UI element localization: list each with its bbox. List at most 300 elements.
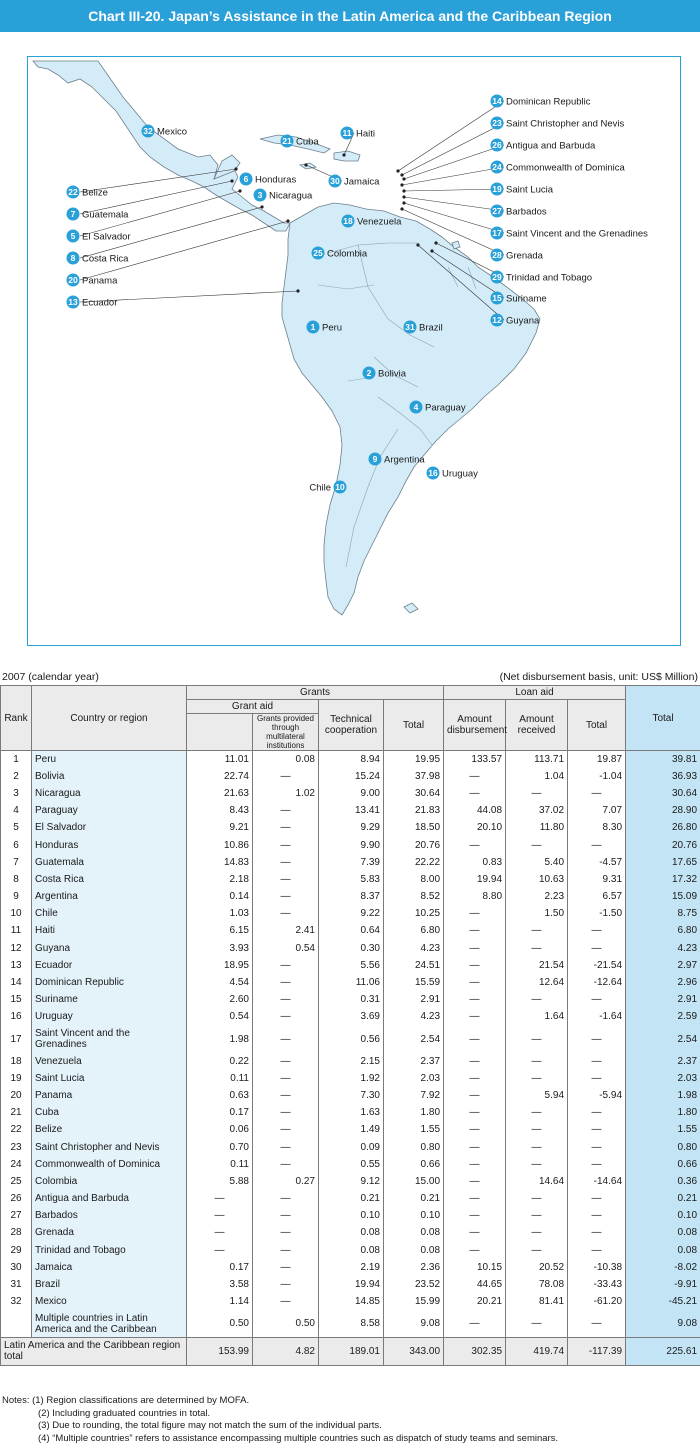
loan-total-cell: — <box>568 1190 626 1207</box>
table-row <box>1 1008 700 1025</box>
country-name: Suriname <box>506 293 547 305</box>
technical-cell: 9.00 <box>319 785 384 802</box>
total-cell: 20.76 <box>626 836 700 853</box>
total-cell: 4.23 <box>626 940 700 957</box>
country-cell: Bolivia <box>32 768 187 785</box>
total-cell: 0.36 <box>626 1173 700 1190</box>
country-name: Commonwealth of Dominica <box>506 162 625 174</box>
multilateral-cell: — <box>253 1242 319 1259</box>
country-cell: Paraguay <box>32 802 187 819</box>
received-cell: — <box>506 1070 568 1087</box>
total-cell: 0.10 <box>626 1207 700 1224</box>
table-row <box>1 1259 700 1276</box>
table-row <box>1 940 700 957</box>
header-amount-received: Amount received <box>506 700 568 751</box>
technical-cell: 0.30 <box>319 940 384 957</box>
table-row <box>1 1310 700 1337</box>
map-label-colombia <box>312 247 368 260</box>
country-name: Trinidad and Tobago <box>506 272 593 284</box>
grants-total-cell: 22.22 <box>384 854 444 871</box>
loan-total-cell: — <box>568 1310 626 1337</box>
disbursement-cell: 10.15 <box>444 1259 506 1276</box>
technical-cell: 0.31 <box>319 991 384 1008</box>
country-name: Haiti <box>356 128 376 140</box>
grant-aid-cell: 0.06 <box>187 1121 253 1138</box>
country-name: Nicaragua <box>269 190 313 202</box>
technical-cell: 8.58 <box>319 1310 384 1337</box>
leader-line <box>404 145 504 179</box>
grant-aid-cell: 0.17 <box>187 1104 253 1121</box>
table-row <box>1 854 700 871</box>
badge-number: 20 <box>68 275 78 285</box>
grant-aid-cell: 1.98 <box>187 1026 253 1053</box>
country-name: Saint Vincent and the Grenadines <box>506 228 648 240</box>
total-cell: 0.08 <box>626 1242 700 1259</box>
multilateral-cell: — <box>253 819 319 836</box>
map-label-chile <box>309 481 346 494</box>
disbursement-cell: — <box>444 1087 506 1104</box>
technical-cell: 0.10 <box>319 1207 384 1224</box>
multilateral-cell: — <box>253 1070 319 1087</box>
grants-total-cell: 0.66 <box>384 1156 444 1173</box>
year-label: 2007 (calendar year) <box>2 671 99 683</box>
total-cell: 0.08 <box>626 1224 700 1241</box>
grants-total-cell: 37.98 <box>384 768 444 785</box>
received-cell: — <box>506 991 568 1008</box>
badge-number: 28 <box>492 250 502 260</box>
map-label-peru <box>307 321 343 334</box>
rank-cell: 17 <box>1 1026 32 1053</box>
grants-total-cell: 10.25 <box>384 905 444 922</box>
grants-total-cell: 21.83 <box>384 802 444 819</box>
multilateral-cell: 0.54 <box>253 940 319 957</box>
grant-aid-cell: 4.54 <box>187 974 253 991</box>
multilateral-cell: — <box>253 1224 319 1241</box>
multilateral-cell: — <box>253 1053 319 1070</box>
total-cell: 2.03 <box>626 1070 700 1087</box>
country-cell: Panama <box>32 1087 187 1104</box>
received-cell: — <box>506 940 568 957</box>
grant-aid-cell: 3.58 <box>187 1276 253 1293</box>
technical-cell: 9.90 <box>319 836 384 853</box>
technical-cell: 1.49 <box>319 1121 384 1138</box>
badge-number: 16 <box>428 468 438 478</box>
grants-total-cell: 19.95 <box>384 751 444 768</box>
location-dot <box>260 205 263 208</box>
rank-cell: 25 <box>1 1173 32 1190</box>
land-falklands <box>404 603 418 613</box>
country-name: Guatemala <box>82 209 129 221</box>
rank-cell: 21 <box>1 1104 32 1121</box>
total-cell: 2.59 <box>626 1008 700 1025</box>
location-dot <box>430 249 433 252</box>
loan-total-cell: — <box>568 1224 626 1241</box>
grant-aid-cell: 22.74 <box>187 768 253 785</box>
rank-cell: 15 <box>1 991 32 1008</box>
country-cell: El Salvador <box>32 819 187 836</box>
loan-total-cell: -4.57 <box>568 854 626 871</box>
country-name: Antigua and Barbuda <box>506 140 596 152</box>
received-cell: 11.80 <box>506 819 568 836</box>
received-cell: — <box>506 1026 568 1053</box>
grants-total-cell: 0.08 <box>384 1224 444 1241</box>
badge-number: 3 <box>257 190 263 200</box>
badge-number: 9 <box>372 454 378 464</box>
loan-total-cell: — <box>568 785 626 802</box>
map-label-commonwealth-of-dominica <box>400 161 625 187</box>
badge-number: 29 <box>492 272 502 282</box>
map-label-argentina <box>369 453 426 466</box>
country-name: Dominican Republic <box>506 96 591 108</box>
table-row <box>1 1070 700 1087</box>
grants-total-cell: 2.91 <box>384 991 444 1008</box>
latin-america-map <box>28 57 682 647</box>
disbursement-cell: — <box>444 1173 506 1190</box>
leader-line <box>402 123 504 175</box>
technical-cell: 5.56 <box>319 957 384 974</box>
total-cell: 26.80 <box>626 819 700 836</box>
leader-line <box>398 101 504 171</box>
grant-aid-cell: 1.03 <box>187 905 253 922</box>
country-name: Cuba <box>296 136 319 148</box>
grants-total-cell: 4.23 <box>384 1008 444 1025</box>
received-cell: — <box>506 1138 568 1155</box>
country-name: Venezuela <box>357 216 402 228</box>
country-cell: Mexico <box>32 1293 187 1310</box>
table-row <box>1 974 700 991</box>
location-dot <box>400 183 403 186</box>
chart-title: Chart III-20. Japan’s Assistance in the Latin America and the Caribbean Region <box>0 0 700 32</box>
table-row <box>1 1242 700 1259</box>
grant-aid-cell: 3.93 <box>187 940 253 957</box>
multilateral-cell: — <box>253 991 319 1008</box>
disbursement-cell: — <box>444 1224 506 1241</box>
loan-total-cell: — <box>568 991 626 1008</box>
grant-aid-cell: 0.22 <box>187 1053 253 1070</box>
location-dot <box>230 179 233 182</box>
map-label-bolivia <box>363 367 407 380</box>
technical-cell: 0.08 <box>319 1224 384 1241</box>
badge-number: 27 <box>492 206 502 216</box>
technical-cell: 2.15 <box>319 1053 384 1070</box>
header-grant-aid-blank <box>187 714 253 751</box>
loan-total-cell: -10.38 <box>568 1259 626 1276</box>
country-name: Jamaica <box>344 176 380 188</box>
technical-cell: 2.19 <box>319 1259 384 1276</box>
grant-aid-cell: 11.01 <box>187 751 253 768</box>
technical-cell: 19.94 <box>319 1276 384 1293</box>
land-trinidad <box>452 241 460 249</box>
received-cell: 78.08 <box>506 1276 568 1293</box>
disbursement-cell: 20.21 <box>444 1293 506 1310</box>
loan-total-cell: — <box>568 1053 626 1070</box>
grants-total-cell: 2.37 <box>384 1053 444 1070</box>
multilateral-cell: — <box>253 1026 319 1053</box>
grant-aid-cell: 9.21 <box>187 819 253 836</box>
badge-number: 6 <box>243 174 249 184</box>
country-cell: Trinidad and Tobago <box>32 1242 187 1259</box>
disbursement-cell: — <box>444 1121 506 1138</box>
badge-number: 24 <box>492 162 502 172</box>
multilateral-cell: — <box>253 1190 319 1207</box>
country-name: Saint Christopher and Nevis <box>506 118 625 130</box>
note-2: (2) Including graduated countries in total. <box>38 1407 211 1419</box>
country-cell: Uruguay <box>32 1008 187 1025</box>
land-cuba <box>260 135 330 153</box>
technical-cell: 1.63 <box>319 1104 384 1121</box>
disbursement-cell: — <box>444 836 506 853</box>
map-label-nicaragua <box>254 189 314 202</box>
loan-total-cell: -33.43 <box>568 1276 626 1293</box>
received-cell: — <box>506 1242 568 1259</box>
badge-number: 15 <box>492 293 502 303</box>
table-row <box>1 1207 700 1224</box>
rank-cell: 18 <box>1 1053 32 1070</box>
badge-number: 31 <box>405 322 415 332</box>
loan-total-cell: — <box>568 1104 626 1121</box>
grants-total-cell: 0.21 <box>384 1190 444 1207</box>
disbursement-cell: — <box>444 768 506 785</box>
loan-total-cell: — <box>568 922 626 939</box>
map-label-saint-lucia <box>402 183 553 196</box>
loan-total-cell: 9.31 <box>568 871 626 888</box>
multilateral-cell: — <box>253 1207 319 1224</box>
country-cell: Saint Christopher and Nevis <box>32 1138 187 1155</box>
loan-total-cell: — <box>568 836 626 853</box>
country-name: Uruguay <box>442 468 478 480</box>
grants-total-cell: 30.64 <box>384 785 444 802</box>
table-row <box>1 1293 700 1310</box>
footer-disbursement: 302.35 <box>444 1337 506 1365</box>
rank-cell: 24 <box>1 1156 32 1173</box>
table-row <box>1 1087 700 1104</box>
grants-total-cell: 0.10 <box>384 1207 444 1224</box>
country-name: Argentina <box>384 454 425 466</box>
table-row <box>1 888 700 905</box>
map-label-venezuela <box>342 215 403 228</box>
disbursement-cell: — <box>444 991 506 1008</box>
grant-aid-cell: — <box>187 1242 253 1259</box>
grant-aid-cell: — <box>187 1190 253 1207</box>
technical-cell: 0.08 <box>319 1242 384 1259</box>
grants-total-cell: 15.99 <box>384 1293 444 1310</box>
loan-total-cell: -1.04 <box>568 768 626 785</box>
total-cell: -9.91 <box>626 1276 700 1293</box>
multilateral-cell: — <box>253 1156 319 1173</box>
grant-aid-cell: — <box>187 1224 253 1241</box>
grant-aid-cell: 0.17 <box>187 1259 253 1276</box>
country-cell: Suriname <box>32 991 187 1008</box>
disbursement-cell: — <box>444 1008 506 1025</box>
loan-total-cell: -5.94 <box>568 1087 626 1104</box>
badge-number: 25 <box>313 248 323 258</box>
grant-aid-cell: 5.88 <box>187 1173 253 1190</box>
technical-cell: 8.37 <box>319 888 384 905</box>
loan-total-cell: — <box>568 1156 626 1173</box>
multilateral-cell: — <box>253 1259 319 1276</box>
land-hispaniola <box>334 151 360 161</box>
total-cell: 36.93 <box>626 768 700 785</box>
table-row <box>1 785 700 802</box>
disbursement-cell: — <box>444 1190 506 1207</box>
multilateral-cell: — <box>253 802 319 819</box>
country-cell: Colombia <box>32 1173 187 1190</box>
grants-total-cell: 1.80 <box>384 1104 444 1121</box>
header-loan-aid: Loan aid <box>444 686 626 700</box>
rank-cell: 27 <box>1 1207 32 1224</box>
loan-total-cell: -14.64 <box>568 1173 626 1190</box>
grant-aid-cell: 0.50 <box>187 1310 253 1337</box>
footer-grant-aid: 153.99 <box>187 1337 253 1365</box>
grant-aid-cell: 0.63 <box>187 1087 253 1104</box>
loan-total-cell: — <box>568 1121 626 1138</box>
disbursement-cell: — <box>444 1207 506 1224</box>
multilateral-cell: 1.02 <box>253 785 319 802</box>
rank-cell: 6 <box>1 836 32 853</box>
technical-cell: 9.22 <box>319 905 384 922</box>
technical-cell: 1.92 <box>319 1070 384 1087</box>
disbursement-cell: — <box>444 1242 506 1259</box>
total-cell: 9.08 <box>626 1310 700 1337</box>
map-label-ecuador <box>67 289 300 308</box>
badge-number: 17 <box>492 228 502 238</box>
footer-loan-total: -117.39 <box>568 1337 626 1365</box>
received-cell: — <box>506 1121 568 1138</box>
disbursement-cell: 19.94 <box>444 871 506 888</box>
table-row <box>1 1156 700 1173</box>
badge-number: 2 <box>366 368 372 378</box>
note-4: (4) “Multiple countries” refers to assistance encompassing multiple countries such as dispatch of study teams and seminars. <box>38 1432 559 1444</box>
country-cell: Barbados <box>32 1207 187 1224</box>
loan-total-cell: -61.20 <box>568 1293 626 1310</box>
total-cell: 8.75 <box>626 905 700 922</box>
technical-cell: 0.56 <box>319 1026 384 1053</box>
received-cell: 12.64 <box>506 974 568 991</box>
received-cell: 81.41 <box>506 1293 568 1310</box>
header-grants-total: Total <box>384 700 444 751</box>
grants-total-cell: 7.92 <box>384 1087 444 1104</box>
badge-number: 13 <box>68 297 78 307</box>
country-cell: Peru <box>32 751 187 768</box>
table-row <box>1 871 700 888</box>
loan-total-cell: — <box>568 1138 626 1155</box>
rank-cell: 14 <box>1 974 32 991</box>
total-cell: -45.21 <box>626 1293 700 1310</box>
disbursement-cell: 133.57 <box>444 751 506 768</box>
badge-number: 21 <box>282 136 292 146</box>
rank-cell: 22 <box>1 1121 32 1138</box>
total-cell: 17.65 <box>626 854 700 871</box>
note-1: Notes: (1) Region classifications are determined by MOFA. <box>2 1395 250 1406</box>
map-label-honduras <box>240 173 297 186</box>
badge-number: 12 <box>492 315 502 325</box>
total-cell: 15.09 <box>626 888 700 905</box>
grants-total-cell: 20.76 <box>384 836 444 853</box>
map-label-uruguay <box>427 467 479 480</box>
grants-total-cell: 4.23 <box>384 940 444 957</box>
country-cell: Ecuador <box>32 957 187 974</box>
multilateral-cell: — <box>253 974 319 991</box>
table-row <box>1 1224 700 1241</box>
grants-total-cell: 15.00 <box>384 1173 444 1190</box>
rank-cell: 8 <box>1 871 32 888</box>
received-cell: — <box>506 1053 568 1070</box>
country-cell: Commonwealth of Dominica <box>32 1156 187 1173</box>
badge-number: 32 <box>143 126 153 136</box>
header-total: Total <box>626 686 700 751</box>
multilateral-cell: — <box>253 854 319 871</box>
grants-total-cell: 1.55 <box>384 1121 444 1138</box>
grant-aid-cell: 0.11 <box>187 1070 253 1087</box>
grants-total-cell: 2.36 <box>384 1259 444 1276</box>
received-cell: 37.02 <box>506 802 568 819</box>
badge-number: 30 <box>330 176 340 186</box>
map-label-paraguay <box>410 401 466 414</box>
total-cell: 0.21 <box>626 1190 700 1207</box>
total-cell: 0.66 <box>626 1156 700 1173</box>
loan-total-cell: -12.64 <box>568 974 626 991</box>
note-3: (3) Due to rounding, the total figure may not match the sum of the individual parts. <box>38 1420 382 1431</box>
rank-cell: 10 <box>1 905 32 922</box>
table-row <box>1 957 700 974</box>
table-row <box>1 802 700 819</box>
country-name: Brazil <box>419 322 443 334</box>
total-cell: 0.80 <box>626 1138 700 1155</box>
badge-number: 23 <box>492 118 502 128</box>
loan-total-cell: 19.87 <box>568 751 626 768</box>
received-cell: — <box>506 1207 568 1224</box>
disbursement-cell: 0.83 <box>444 854 506 871</box>
country-cell: Argentina <box>32 888 187 905</box>
technical-cell: 0.64 <box>319 922 384 939</box>
technical-cell: 9.12 <box>319 1173 384 1190</box>
country-name: Costa Rica <box>82 253 129 265</box>
total-cell: 30.64 <box>626 785 700 802</box>
loan-total-cell: — <box>568 1070 626 1087</box>
leader-line <box>404 197 504 211</box>
country-cell: Multiple countries in Latin America and the Caribbean <box>32 1310 187 1337</box>
multilateral-cell: 0.08 <box>253 751 319 768</box>
badge-number: 19 <box>492 184 502 194</box>
loan-total-cell: — <box>568 1242 626 1259</box>
technical-cell: 3.69 <box>319 1008 384 1025</box>
country-cell: Dominican Republic <box>32 974 187 991</box>
disbursement-cell: — <box>444 974 506 991</box>
table-row <box>1 1121 700 1138</box>
badge-number: 26 <box>492 140 502 150</box>
received-cell: 5.40 <box>506 854 568 871</box>
location-dot <box>342 153 345 156</box>
country-cell: Guyana <box>32 940 187 957</box>
received-cell: 2.23 <box>506 888 568 905</box>
leader-line <box>404 189 504 191</box>
technical-cell: 5.83 <box>319 871 384 888</box>
total-cell: 1.55 <box>626 1121 700 1138</box>
map-label-brazil <box>404 321 443 334</box>
country-cell: Cuba <box>32 1104 187 1121</box>
multilateral-cell: — <box>253 888 319 905</box>
grant-aid-cell: 0.11 <box>187 1156 253 1173</box>
multilateral-cell: — <box>253 1138 319 1155</box>
footer-multilateral: 4.82 <box>253 1337 319 1365</box>
badge-number: 7 <box>70 209 76 219</box>
map-label-mexico <box>142 125 188 138</box>
received-cell: 5.94 <box>506 1087 568 1104</box>
rank-cell: 2 <box>1 768 32 785</box>
rank-cell: 12 <box>1 940 32 957</box>
rank-cell: 20 <box>1 1087 32 1104</box>
badge-number: 8 <box>70 253 76 263</box>
